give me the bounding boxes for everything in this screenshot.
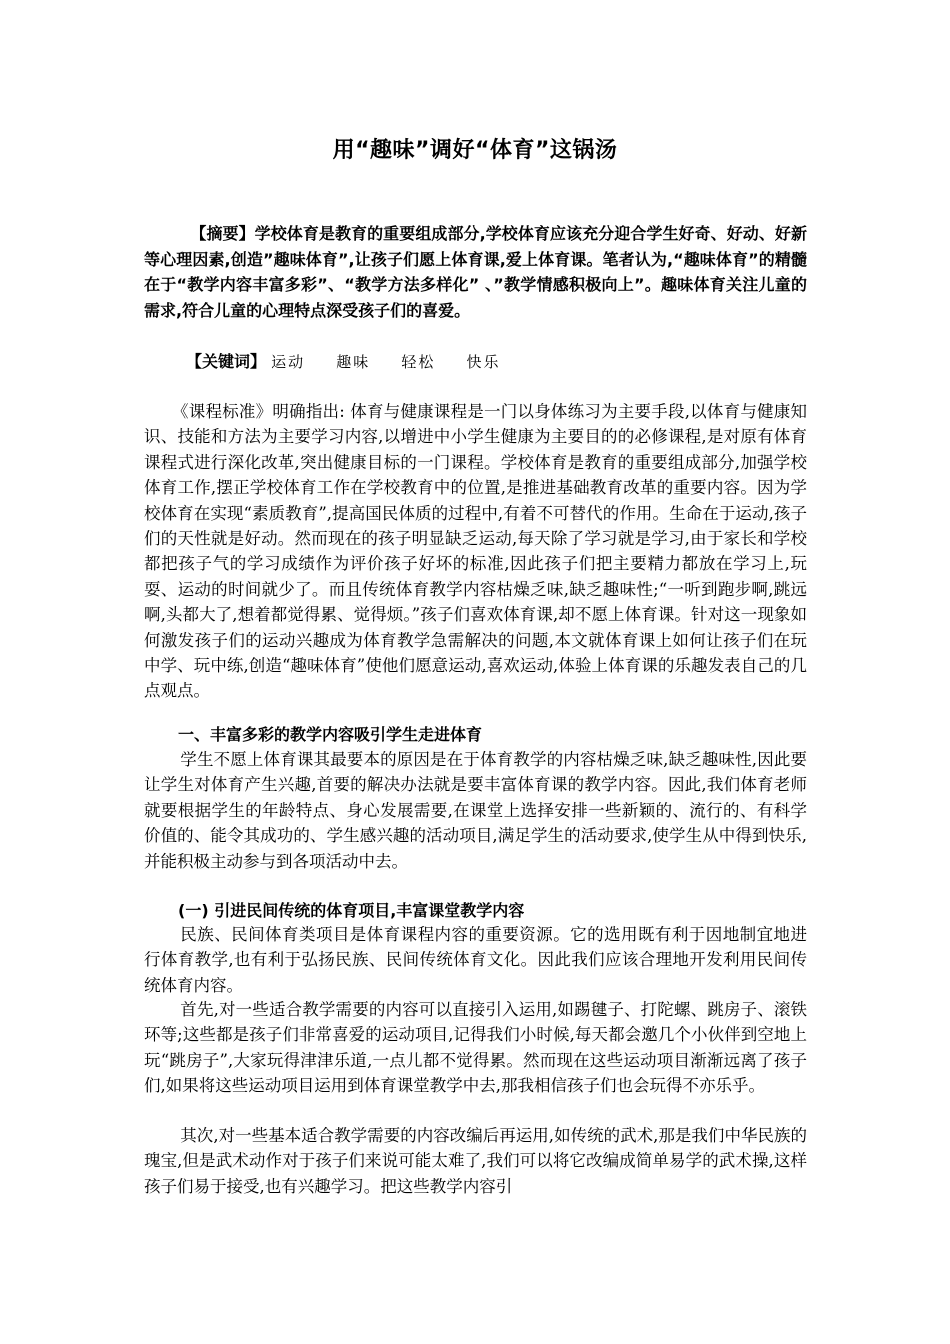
abstract-label: 【摘要】 [190, 224, 255, 243]
paragraph-intro: 《课程标准》明确指出: 体育与健康课程是一门以身体练习为主要手段,以体育与健康知识、技能和方法为主要学习内容,以增进中小学生健康为主要目的的必修课程,是对原有体育课程式进行深化改革,突出健康目标的一门课程。学校体育是教育的重要组成部分,加强学校体育工作,摆正学校体育工作在学校教育中的位置,是推进基础教育改革的重要内容。因为学校体育在实现“素质教育”,提高国民体质的过程中,有着不可替代的作用。生命在于运动,孩子们的天性就是好动。然而现在的孩子明显缺乏运动,每天除了学习就是学习,由于家长和学校都把孩子气的学习成绩作为评价孩子好坏的标准,因此孩子们把主要精力都放在学习上,玩耍、运动的时间就少了。而且传统体育教学内容枯燥乏味,缺乏趣味性;“一听到跑步啊,跳远啊,头都大了,想着都觉得累、觉得烦。”孩子们喜欢体育课,却不愿上体育课。针对这一现象如何激发孩子们的运动兴趣成为体育教学急需解决的问题,本文就体育课上如何让孩子们在玩中学、玩中练,创造“趣味体育”使他们愿意运动,喜欢运动,体验上体育课的乐趣发表自己的几点观点。 [144, 402, 807, 701]
paragraph-first: 首先,对一些适合教学需要的内容可以直接引入运用,如踢毽子、打陀螺、跳房子、滚铁环等;这些都是孩子们非常喜爱的运动项目,记得我们小时候,每天都会邀几个小伙伴到空地上玩“跳房子”,大家玩得津津乐道,一点儿都不觉得累。然而现在这些运动项目渐渐远离了孩子们,如果将这些运动项目运用到体育课堂教学中去,那我相信孩子们也会玩得不亦乐乎。 [144, 1000, 807, 1096]
paragraph-section-1: 学生不愿上体育课其最要本的原因是在于体育教学的内容枯燥乏味,缺乏趣味性,因此要让学生对体育产生兴趣,首要的解决办法就是要丰富体育课的教学内容。因此,我们体育老师就要根据学生的年龄特点、身心发展需要,在课堂上选择安排一些新颖的、流行的、有科学价值的、能令其成功的、学生感兴趣的活动项目,满足学生的活动要求,使学生从中得到快乐,并能积极主动参与到各项活动中去。 [144, 750, 807, 871]
keywords [186, 349, 526, 372]
paragraph-second: 其次,对一些基本适合教学需要的内容改编后再运用,如传统的武术,那是我们中华民族的瑰宝,但是武术动作对于孩子们来说可能太难了,我们可以将它改编成简单易学的武术操,这样孩子们易于接受,也有兴趣学习。把这些教学内容引 [144, 1126, 807, 1196]
abstract [144, 221, 807, 323]
keyword: 快乐 [466, 353, 501, 371]
keywords-label: 【关键词】 [186, 352, 267, 371]
keyword: 运动 [271, 353, 306, 371]
section-heading-1: 一、丰富多彩的教学内容吸引学生走进体育 [178, 725, 483, 744]
abstract-text: 学校体育是教育的重要组成部分,学校体育应该充分迎合学生好奇、好动、好新等心理因素,创造”趣味体育”,让孩子们愿上体育课,爱上体育课。笔者认为,“趣味体育”的精髓在于“教学内容丰富多彩”、“教学方法多样化” 、”教学情感积极向上”。趣味体育关注儿童的需求,符合儿童的心理特点深受孩子们的喜爱。 [144, 224, 807, 320]
keyword: 轻松 [401, 353, 436, 371]
subsection-heading-1: (一) 引进民间传统的体育项目,丰富课堂教学内容 [178, 901, 525, 920]
keyword: 趣味 [336, 353, 371, 371]
paragraph-folk-sports: 民族、民间体育类项目是体育课程内容的重要资源。它的选用既有利于因地制宜地进行体育教学,也有利于弘扬民族、民间传统体育文化。因此我们应该合理地开发利用民间传统体育内容。 [144, 925, 807, 995]
document-title: 用“趣味”调好“体育”这锅汤 [332, 138, 618, 163]
